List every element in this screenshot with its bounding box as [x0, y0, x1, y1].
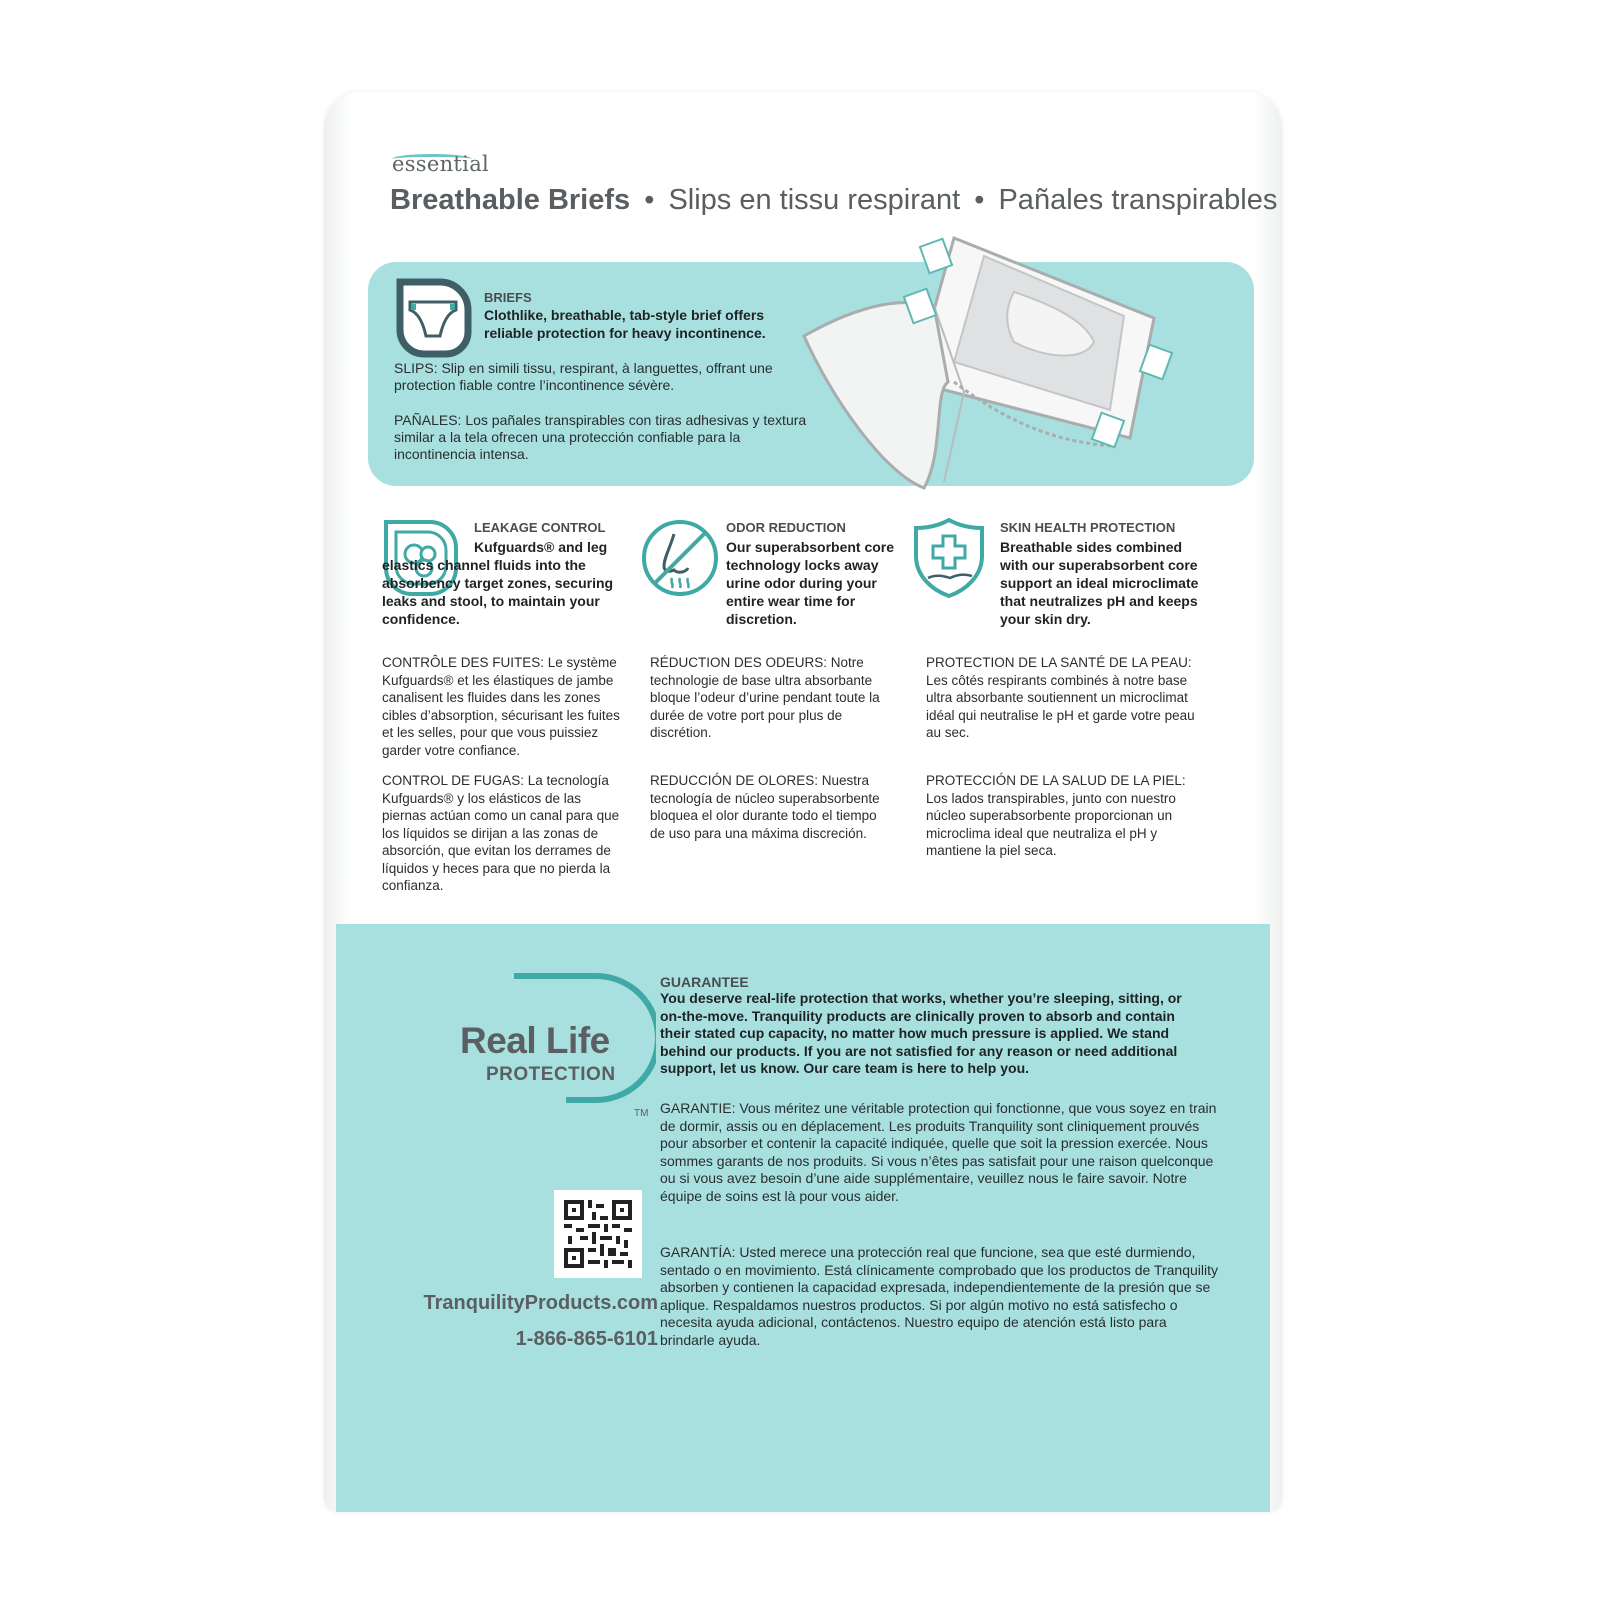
feature-title: SKIN HEALTH PROTECTION [1000, 520, 1176, 535]
guarantee-text-en: You deserve real-life protection that works, whether you’re sleeping, sitting, or on-the-move. Tranquility products are clinically proven to absorb and contain their stated cup capacity, no matter how much pressure is applied. We stand behind our products. If you are not satisfied for any reason or need additional support, let us know. Our care team is here to help you. [660, 990, 1182, 1076]
feature-description-en: Kufguards® and leg elastics channel fluids into the absorbency target zones, securing leaks and stool, to maintain your confidence. [382, 539, 614, 627]
feature-description-en: Our superabsorbent core technology locks away urine odor during your entire wear time for discretion. [726, 539, 895, 627]
guarantee-text-fr: GARANTIE: Vous méritez une véritable protection qui fonctionne, que vous soyez en train de dormir, assis ou en déplacement. Les produits Tranquility sont cliniquement prouvés pour absorber et contenir la capacité indiquée, quelle que soit la pression exercée. Nous sommes garants de nos produits. Si vous n’êtes pas satisfait pour une raison quelconque ou si vous avez besoin d’une aide supplémentaire, veuillez nous le faire savoir. Notre équipe de soins est là pour vous aider. [660, 1100, 1217, 1204]
feature-description-es: CONTROL DE FUGAS: La tecnología Kufguards® y los elásticos de las piernas actúan como un canal para que los líquidos se dirijan a las zonas de absorción, que evitan los derrames de líquidos y heces para que no pierda la confianza. [382, 773, 620, 893]
diaper-icon [394, 276, 472, 363]
qr-code[interactable] [554, 1190, 642, 1278]
briefs-description-es: PAÑALES: Los pañales transpirables con tiras adhesivas y textura similar a la tela ofrecen una protección confiable para la incontinencia intensa. [394, 412, 807, 462]
feature-description-en: Breathable sides combined with our superabsorbent core support an ideal microclimate that neutralizes pH and keeps your skin dry. [1000, 539, 1199, 627]
logo-text-protection: PROTECTION [486, 1064, 616, 1085]
title-fr: Slips en tissu respirant [668, 184, 961, 216]
title-es: Pañales transpirables [998, 184, 1278, 216]
feature-description-es: PROTECCIÓN DE LA SALUD DE LA PIEL: Los lados transpirables, junto con nuestro núcleo superabsorbente proporcionan un microclima ideal que neutraliza el pH y mantiene la piel seca. [926, 773, 1186, 858]
phone-number[interactable]: 1-866-865-6101 [515, 1328, 658, 1350]
feature-description-es: REDUCCIÓN DE OLORES: Nuestra tecnología de núcleo superabsorbente bloquea el olor durante todo el tiempo de uso para una máxima discreción. [650, 773, 880, 841]
no-odor-nose-icon [640, 518, 720, 603]
title-en: Breathable Briefs [390, 184, 631, 216]
logo-trademark: TM [634, 1108, 649, 1119]
package-back-panel [324, 92, 1282, 1512]
brand-name: essential [392, 152, 490, 176]
diaper-illustration [794, 232, 1184, 497]
feature-title: LEAKAGE CONTROL [474, 520, 606, 535]
feature-description-fr: CONTRÔLE DES FUITES: Le système Kufguards® et les élastiques de jambe canalisent les fluides dans les zones cibles d’absorption, sécurisant les fuites et les selles, pour que vous puissiez garder votre confiance. [382, 655, 620, 758]
briefs-heading: BRIEFS [484, 290, 532, 305]
guarantee-panel [336, 924, 1270, 1512]
website-link[interactable]: TranquilityProducts.com [423, 1292, 658, 1314]
title-separator: • [974, 184, 985, 216]
product-title [390, 184, 1277, 217]
briefs-description-en: Clothlike, breathable, tab-style brief offers reliable protection for heavy incontinence. [484, 307, 766, 341]
feature-description-fr: PROTECTION DE LA SANTÉ DE LA PEAU: Les côtés respirants combinés à notre base ultra absorbante soutiennent un microclimat idéal qui neutralise le pH et garde votre peau au sec. [926, 655, 1195, 740]
feature-title: ODOR REDUCTION [726, 520, 846, 535]
title-separator: • [644, 184, 655, 216]
briefs-description-fr: SLIPS: Slip en simili tissu, respirant, à languettes, offrant une protection fiable contre l’incontinence sévère. [394, 360, 773, 393]
logo-text-real-life: Real Life [460, 1020, 610, 1061]
guarantee-text-es: GARANTÍA: Usted merece una protección real que funcione, sea que esté durmiendo, sentado o en movimiento. Está clínicamente comprobado que los productos de Tranquility absorben y contienen la capacidad expresada, independientemente de la presión que se aplique. Respaldamos nuestros productos. Si por algún motivo no está satisfecho o necesita ayuda adicional, contáctenos. Nuestro equipo de atención está listo para brindarle ayuda. [660, 1244, 1218, 1348]
skin-shield-cross-icon [910, 516, 988, 605]
feature-description-fr: RÉDUCTION DES ODEURS: Notre technologie de base ultra absorbante bloque l’odeur d’urine pendant toute la durée de votre port pour plus de discrétion. [650, 655, 880, 740]
guarantee-heading: GUARANTEE [660, 974, 749, 990]
